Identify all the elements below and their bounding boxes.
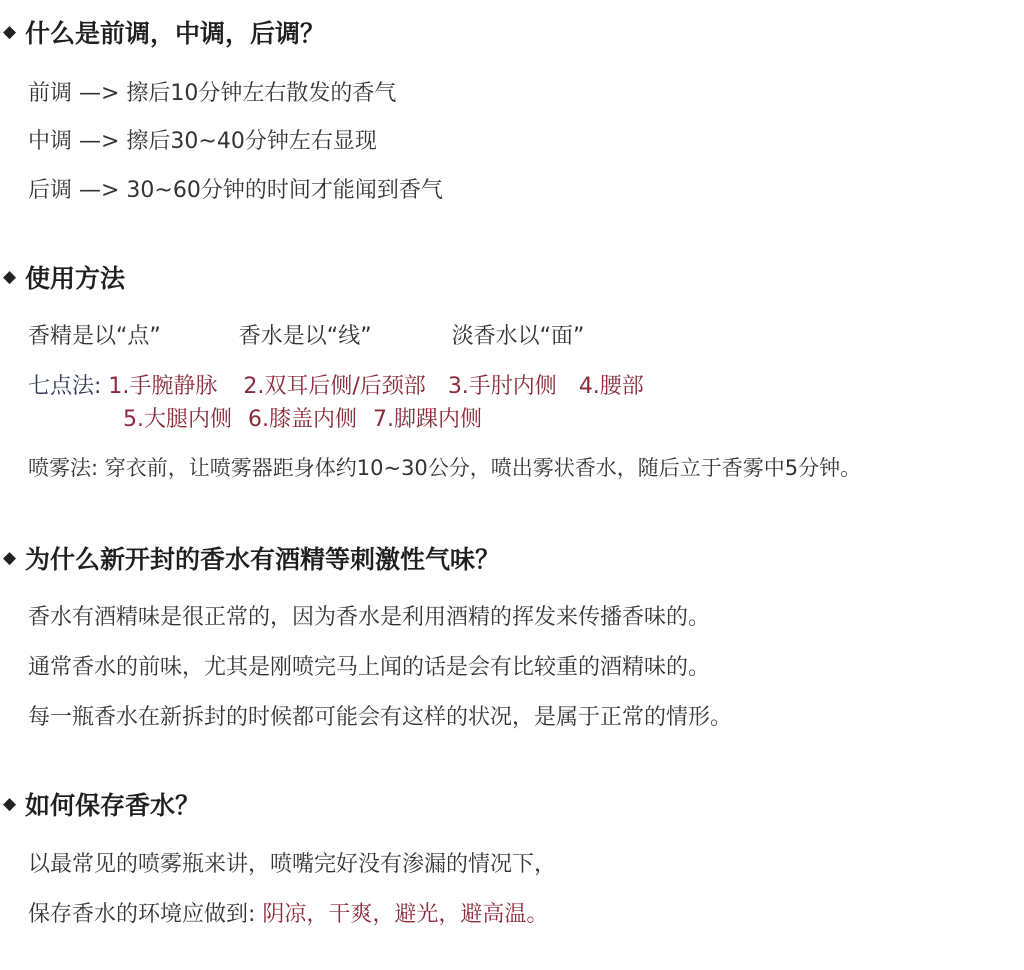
heading-text: 什么是前调，中调，后调？ xyxy=(25,19,326,48)
text-line: 每一瓶香水在新拆封的时候都可能会有这样的状况，是属于正常的情形。 xyxy=(28,705,733,730)
qidian-item: 5.大腿内侧 xyxy=(123,407,232,432)
methods-line xyxy=(28,319,584,350)
diamond-bullet-icon: ◆ xyxy=(3,267,17,287)
method-item: 淡香水以“面” xyxy=(451,324,585,349)
qidian-item: 6.膝盖内侧 xyxy=(248,407,357,432)
storage-conditions-line xyxy=(28,897,548,928)
section-heading-storage xyxy=(0,786,200,822)
section-heading-usage xyxy=(0,259,125,295)
qidian-label: 七点法: xyxy=(28,374,109,399)
qidian-item: 1.手腕静脉 xyxy=(108,374,218,399)
qidian-item: 3.手肘内侧 xyxy=(447,374,557,399)
heading-text: 如何保存香水？ xyxy=(25,791,201,820)
text-line: 通常香水的前味，尤其是刚喷完马上闻的话是会有比较重的酒精味的。 xyxy=(28,655,711,680)
text-line: 前调 —> 擦后10分钟左右散发的香气 xyxy=(28,81,397,106)
text-line: 香水有酒精味是很正常的，因为香水是利用酒精的挥发来传播香味的。 xyxy=(28,605,711,630)
qidian-line-1 xyxy=(28,369,644,400)
method-item: 香精是以“点” xyxy=(28,324,161,349)
spray-method-line: 喷雾法: 穿衣前，让喷雾器距身体约10~30公分，喷出雾状香水，随后立于香雾中5分钟。 xyxy=(28,456,862,480)
storage-label: 保存香水的环境应做到: xyxy=(28,902,263,927)
diamond-bullet-icon: ◆ xyxy=(3,794,17,814)
method-item: 香水是以“线” xyxy=(238,324,372,349)
text-line: 以最常见的喷雾瓶来讲，喷嘴完好没有渗漏的情况下， xyxy=(28,852,557,877)
heading-text: 为什么新开封的香水有酒精等刺激性气味？ xyxy=(25,545,501,574)
diamond-bullet-icon: ◆ xyxy=(3,548,17,568)
text-line: 中调 —> 擦后30~40分钟左右显现 xyxy=(28,129,377,154)
storage-conditions: 阴凉，干爽，避光，避高温。 xyxy=(262,902,549,927)
diamond-bullet-icon: ◆ xyxy=(3,22,17,42)
text-line: 后调 —> 30~60分钟的时间才能闻到香气 xyxy=(28,178,443,203)
heading-text: 使用方法 xyxy=(25,264,126,293)
qidian-item: 7.脚踝内侧 xyxy=(373,407,482,432)
qidian-line-2 xyxy=(123,402,482,433)
section-heading-notes xyxy=(0,14,325,50)
qidian-item: 4.腰部 xyxy=(578,374,644,399)
qidian-item: 2.双耳后侧/后颈部 xyxy=(243,374,426,399)
section-heading-alcohol xyxy=(0,540,500,576)
